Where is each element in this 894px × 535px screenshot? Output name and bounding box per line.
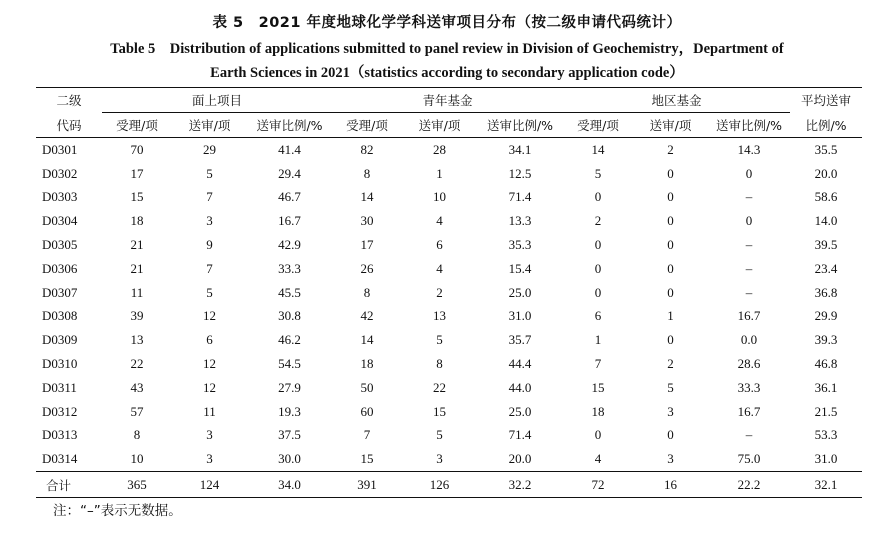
cell-youth-ratio: 20.0: [508, 451, 532, 467]
header-avg-line-1: 平均送审: [790, 88, 862, 113]
header-general-accepted: 受理/项: [102, 113, 172, 138]
cell-youth-ratio: 35.3: [508, 237, 532, 253]
cell-general-accepted: 57: [130, 403, 144, 419]
cell-regional-reviewed: 1: [667, 308, 674, 324]
table-row: [36, 328, 862, 352]
cell-code: D0303: [42, 189, 78, 205]
cell-code: D0313: [42, 427, 78, 443]
cell-general-reviewed: 6: [206, 332, 213, 348]
cell-regional-reviewed: 0: [667, 284, 674, 300]
cell-youth-accepted: 15: [360, 451, 374, 467]
cell-youth-reviewed: 8: [436, 356, 443, 372]
table-row: [36, 376, 862, 400]
cell-regional-ratio: –: [745, 284, 753, 300]
table-row: [36, 138, 862, 162]
cell-regional-accepted: 6: [594, 308, 602, 324]
cell-general-reviewed: 7: [206, 260, 213, 276]
cell-general-ratio: 19.3: [278, 403, 301, 419]
cell-general-accepted: 43: [130, 379, 144, 395]
cell-youth-ratio: 44.0: [508, 379, 532, 395]
cell-youth-accepted: 60: [360, 403, 374, 419]
cell-youth-accepted: 14: [360, 332, 374, 348]
cell-regional-accepted: 14: [591, 141, 605, 157]
cell-general-reviewed: 12: [203, 356, 216, 372]
cell-average-ratio: 39.3: [814, 332, 838, 348]
cell-youth-ratio: 12.5: [508, 165, 532, 181]
cell-regional-accepted: 1: [594, 332, 602, 348]
cell-regional-reviewed: 0: [667, 332, 674, 348]
cell-general-reviewed: 11: [203, 403, 216, 419]
cell-general-ratio: 42.9: [278, 237, 301, 253]
cell-regional-reviewed: 3: [667, 451, 674, 467]
header-group-general: 面上项目: [102, 88, 332, 113]
cell-youth-accepted: 26: [360, 260, 374, 276]
cell-youth-ratio: 35.7: [508, 332, 532, 348]
header-avg-line-2: 比例/%: [790, 113, 862, 138]
cell-regional-ratio: 0: [745, 213, 753, 229]
total-general-accepted: 365: [102, 472, 172, 498]
cell-general-reviewed: 5: [206, 165, 213, 181]
cell-youth-reviewed: 1: [436, 165, 443, 181]
header-regional-accepted: 受理/项: [563, 113, 633, 138]
cell-regional-accepted: 18: [591, 403, 605, 419]
cell-regional-accepted: 0: [594, 427, 602, 443]
cell-general-ratio: 41.4: [278, 141, 301, 157]
cell-general-reviewed: 12: [203, 379, 216, 395]
cell-average-ratio: 14.0: [814, 213, 838, 229]
cell-general-reviewed: 9: [206, 237, 213, 253]
cell-general-ratio: 27.9: [278, 379, 301, 395]
cell-regional-ratio: 0: [745, 165, 753, 181]
table-body: [36, 138, 862, 472]
cell-regional-reviewed: 3: [667, 403, 674, 419]
cell-regional-accepted: 5: [594, 165, 602, 181]
table-row: [36, 257, 862, 281]
cell-general-ratio: 46.7: [278, 189, 301, 205]
total-regional-reviewed: 16: [633, 472, 708, 498]
cell-average-ratio: 36.8: [814, 284, 838, 300]
cell-regional-reviewed: 0: [667, 189, 674, 205]
cell-general-reviewed: 29: [203, 141, 216, 157]
cell-regional-reviewed: 5: [667, 379, 674, 395]
cell-regional-ratio: –: [745, 189, 753, 205]
total-general-ratio: 34.0: [247, 472, 332, 498]
table-title-en-line-2: Earth Sciences in 2021（statistics according to secondary application code）: [210, 65, 684, 81]
cell-code: D0305: [42, 237, 78, 253]
cell-youth-accepted: 14: [360, 189, 374, 205]
cell-youth-ratio: 25.0: [508, 284, 532, 300]
table-title-cn: 表 5 2021 年度地球化学学科送审项目分布（按二级申请代码统计）: [212, 15, 682, 31]
cell-regional-ratio: 33.3: [737, 379, 761, 395]
cell-regional-ratio: 75.0: [737, 451, 761, 467]
cell-regional-ratio: 16.7: [737, 308, 761, 324]
header-youth-accepted: 受理/项: [332, 113, 402, 138]
cell-general-ratio: 30.8: [278, 308, 301, 324]
header-youth-reviewed: 送审/项: [402, 113, 477, 138]
header-group-regional: 地区基金: [563, 88, 790, 113]
cell-regional-ratio: –: [745, 260, 753, 276]
cell-general-accepted: 21: [130, 260, 144, 276]
cell-regional-accepted: 4: [594, 451, 602, 467]
cell-average-ratio: 39.5: [814, 237, 838, 253]
cell-youth-accepted: 50: [360, 379, 374, 395]
header-regional-ratio: 送审比例/%: [708, 113, 790, 138]
cell-general-reviewed: 3: [206, 451, 213, 467]
total-youth-reviewed: 126: [402, 472, 477, 498]
cell-regional-accepted: 7: [594, 356, 602, 372]
total-row: [36, 472, 862, 498]
cell-youth-reviewed: 6: [436, 237, 443, 253]
cell-regional-ratio: 14.3: [737, 141, 761, 157]
cell-regional-ratio: –: [745, 237, 753, 253]
cell-regional-accepted: 0: [594, 284, 602, 300]
cell-youth-ratio: 25.0: [508, 403, 532, 419]
table-row: [36, 424, 862, 448]
cell-general-accepted: 17: [130, 165, 144, 181]
cell-code: D0312: [42, 403, 78, 419]
cell-average-ratio: 58.6: [814, 189, 838, 205]
cell-regional-reviewed: 0: [667, 260, 674, 276]
cell-youth-ratio: 71.4: [508, 427, 532, 443]
cell-youth-accepted: 82: [360, 141, 374, 157]
cell-regional-accepted: 0: [594, 189, 602, 205]
table-title-en-line-1: Table 5 Distribution of applications submitted to panel review in Division of Geochemistry，Department of: [110, 41, 784, 57]
table-row: [36, 186, 862, 210]
header-general-reviewed: 送审/项: [172, 113, 247, 138]
cell-youth-ratio: 34.1: [508, 141, 532, 157]
cell-regional-accepted: 0: [594, 237, 602, 253]
cell-regional-reviewed: 0: [667, 427, 674, 443]
cell-regional-ratio: 16.7: [737, 403, 761, 419]
cell-regional-ratio: 28.6: [737, 356, 761, 372]
cell-average-ratio: 36.1: [814, 379, 838, 395]
header-youth-ratio: 送审比例/%: [477, 113, 563, 138]
cell-average-ratio: 35.5: [814, 141, 838, 157]
cell-code: D0311: [42, 379, 77, 395]
cell-regional-reviewed: 0: [667, 237, 674, 253]
table-row: [36, 233, 862, 257]
cell-regional-accepted: 15: [591, 379, 605, 395]
distribution-table: [36, 87, 862, 498]
cell-regional-accepted: 2: [594, 213, 602, 229]
cell-youth-reviewed: 4: [436, 213, 443, 229]
cell-general-ratio: 46.2: [278, 332, 301, 348]
total-average-ratio: 32.1: [790, 472, 862, 498]
total-youth-ratio: 32.2: [477, 472, 563, 498]
cell-general-reviewed: 7: [206, 189, 213, 205]
cell-code: D0314: [42, 451, 78, 467]
cell-youth-reviewed: 22: [433, 379, 446, 395]
total-label: 合计: [36, 472, 102, 498]
cell-average-ratio: 29.9: [814, 308, 838, 324]
header-group-youth: 青年基金: [332, 88, 563, 113]
cell-youth-reviewed: 15: [433, 403, 446, 419]
cell-code: D0310: [42, 356, 78, 372]
cell-general-accepted: 10: [130, 451, 144, 467]
cell-regional-reviewed: 2: [667, 356, 674, 372]
cell-general-reviewed: 5: [206, 284, 213, 300]
table-row: [36, 281, 862, 305]
cell-regional-reviewed: 0: [667, 213, 674, 229]
cell-code: D0301: [42, 141, 78, 157]
cell-average-ratio: 53.3: [814, 427, 838, 443]
cell-general-ratio: 37.5: [278, 427, 301, 443]
cell-general-accepted: 39: [130, 308, 144, 324]
cell-average-ratio: 23.4: [814, 260, 838, 276]
cell-code: D0308: [42, 308, 78, 324]
cell-general-ratio: 45.5: [278, 284, 301, 300]
cell-code: D0307: [42, 284, 78, 300]
cell-general-ratio: 54.5: [278, 356, 301, 372]
cell-code: D0302: [42, 165, 78, 181]
cell-youth-ratio: 44.4: [508, 356, 532, 372]
cell-general-accepted: 15: [130, 189, 144, 205]
cell-youth-ratio: 15.4: [508, 260, 532, 276]
cell-youth-accepted: 17: [360, 237, 374, 253]
cell-code: D0304: [42, 213, 78, 229]
cell-general-reviewed: 3: [206, 427, 213, 443]
cell-general-ratio: 30.0: [278, 451, 301, 467]
cell-regional-accepted: 0: [594, 260, 602, 276]
cell-youth-accepted: 7: [363, 427, 371, 443]
table-row: [36, 400, 862, 424]
cell-regional-reviewed: 0: [667, 165, 674, 181]
cell-average-ratio: 31.0: [814, 451, 838, 467]
cell-general-accepted: 18: [130, 213, 144, 229]
cell-youth-reviewed: 3: [436, 451, 443, 467]
cell-general-accepted: 22: [130, 356, 144, 372]
cell-youth-reviewed: 5: [436, 427, 443, 443]
total-general-reviewed: 124: [172, 472, 247, 498]
cell-regional-reviewed: 2: [667, 141, 674, 157]
cell-youth-reviewed: 4: [436, 260, 443, 276]
cell-general-accepted: 21: [130, 237, 144, 253]
cell-general-reviewed: 12: [203, 308, 216, 324]
cell-youth-ratio: 13.3: [508, 213, 532, 229]
cell-youth-reviewed: 10: [433, 189, 446, 205]
cell-regional-ratio: –: [745, 427, 753, 443]
cell-youth-accepted: 18: [360, 356, 374, 372]
cell-general-reviewed: 3: [206, 213, 213, 229]
cell-youth-accepted: 42: [360, 308, 374, 324]
cell-average-ratio: 20.0: [814, 165, 838, 181]
cell-youth-reviewed: 28: [433, 141, 446, 157]
cell-general-ratio: 16.7: [278, 213, 301, 229]
table-row: [36, 447, 862, 471]
cell-average-ratio: 46.8: [814, 356, 838, 372]
table-row: [36, 162, 862, 186]
total-regional-ratio: 22.2: [708, 472, 790, 498]
cell-youth-reviewed: 2: [436, 284, 443, 300]
table-row: [36, 352, 862, 376]
cell-general-ratio: 33.3: [278, 260, 301, 276]
cell-general-accepted: 8: [133, 427, 141, 443]
cell-youth-accepted: 8: [363, 284, 371, 300]
cell-general-accepted: 13: [130, 332, 144, 348]
cell-code: D0309: [42, 332, 78, 348]
cell-general-ratio: 29.4: [278, 165, 301, 181]
header-regional-reviewed: 送审/项: [633, 113, 708, 138]
cell-regional-ratio: 0.0: [740, 332, 758, 348]
cell-youth-reviewed: 5: [436, 332, 443, 348]
table-note: 注：“–”表示无数据。: [53, 503, 182, 519]
cell-youth-ratio: 71.4: [508, 189, 532, 205]
cell-youth-accepted: 30: [360, 213, 374, 229]
total-regional-accepted: 72: [563, 472, 633, 498]
cell-youth-reviewed: 13: [433, 308, 446, 324]
table-row: [36, 209, 862, 233]
table-row: [36, 305, 862, 329]
header-code-line-2: 代码: [36, 113, 102, 138]
cell-youth-ratio: 31.0: [508, 308, 532, 324]
cell-average-ratio: 21.5: [814, 403, 838, 419]
cell-code: D0306: [42, 260, 78, 276]
total-youth-accepted: 391: [332, 472, 402, 498]
header-code-line-1: 二级: [36, 88, 102, 113]
cell-general-accepted: 70: [130, 141, 144, 157]
cell-general-accepted: 11: [130, 284, 144, 300]
header-general-ratio: 送审比例/%: [247, 113, 332, 138]
cell-youth-accepted: 8: [363, 165, 371, 181]
